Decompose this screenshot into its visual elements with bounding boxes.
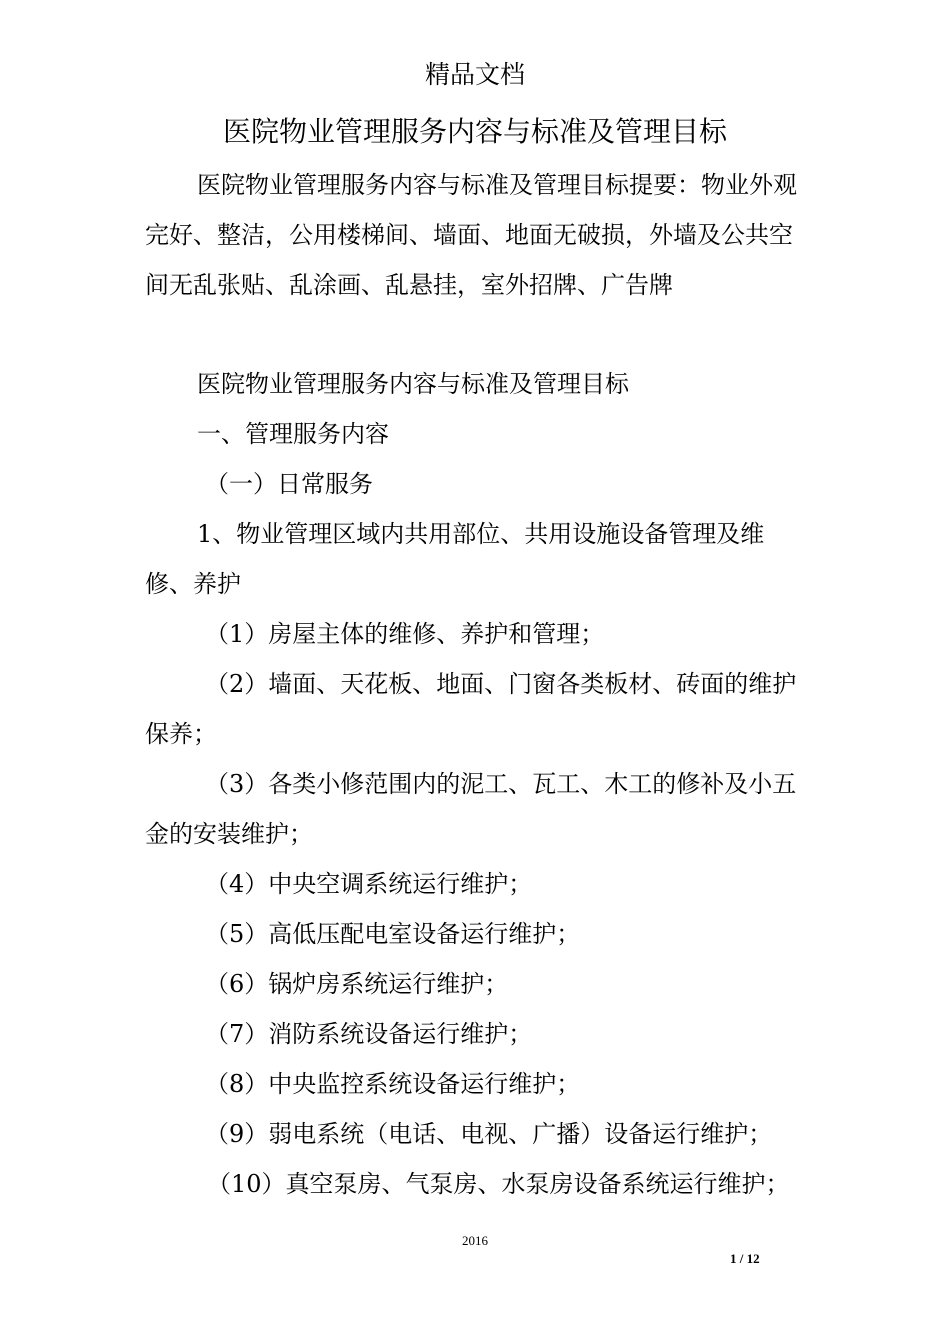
page-header: 精品文档 xyxy=(424,60,525,89)
body-title: 医院物业管理服务内容与标准及管理目标 xyxy=(197,370,629,398)
subsection-heading: （一）日常服务 xyxy=(205,470,373,498)
summary-paragraph: 医院物业管理服务内容与标准及管理目标提要：物业外观完好、整洁，公用楼梯间、墙面、地面无破损，外墙及公共空间无乱张贴、乱涂画、乱悬挂，室外招牌、广告牌 xyxy=(145,171,797,299)
list-item-heading: 1、物业管理区域内共用部位、共用设施设备管理及维修、养护 xyxy=(145,520,765,598)
list-item: （9）弱电系统（电话、电视、广播）设备运行维护； xyxy=(205,1120,773,1148)
page-number: 1 / 12 xyxy=(730,1251,760,1266)
list-item: （1）房屋主体的维修、养护和管理； xyxy=(205,620,605,648)
list-item: （5）高低压配电室设备运行维护； xyxy=(205,920,581,948)
paragraph-gap xyxy=(145,310,810,359)
list-item: （8）中央监控系统设备运行维护； xyxy=(205,1070,581,1098)
section-heading: 一、管理服务内容 xyxy=(197,420,389,448)
list-item: （3）各类小修范围内的泥工、瓦工、木工的修补及小五金的安装维护； xyxy=(145,770,797,848)
footer-year: 2016 xyxy=(462,1233,488,1248)
document-title: 医院物业管理服务内容与标准及管理目标 xyxy=(222,115,727,148)
list-item: （6）锅炉房系统运行维护； xyxy=(205,970,509,998)
list-item: （7）消防系统设备运行维护； xyxy=(205,1020,533,1048)
list-item: （10）真空泵房、气泵房、水泵房设备系统运行维护； xyxy=(207,1170,790,1198)
list-item: （2）墙面、天花板、地面、门窗各类板材、砖面的维护保养； xyxy=(145,670,797,748)
document-body xyxy=(145,160,810,1209)
list-item: （4）中央空调系统运行维护； xyxy=(205,870,533,898)
